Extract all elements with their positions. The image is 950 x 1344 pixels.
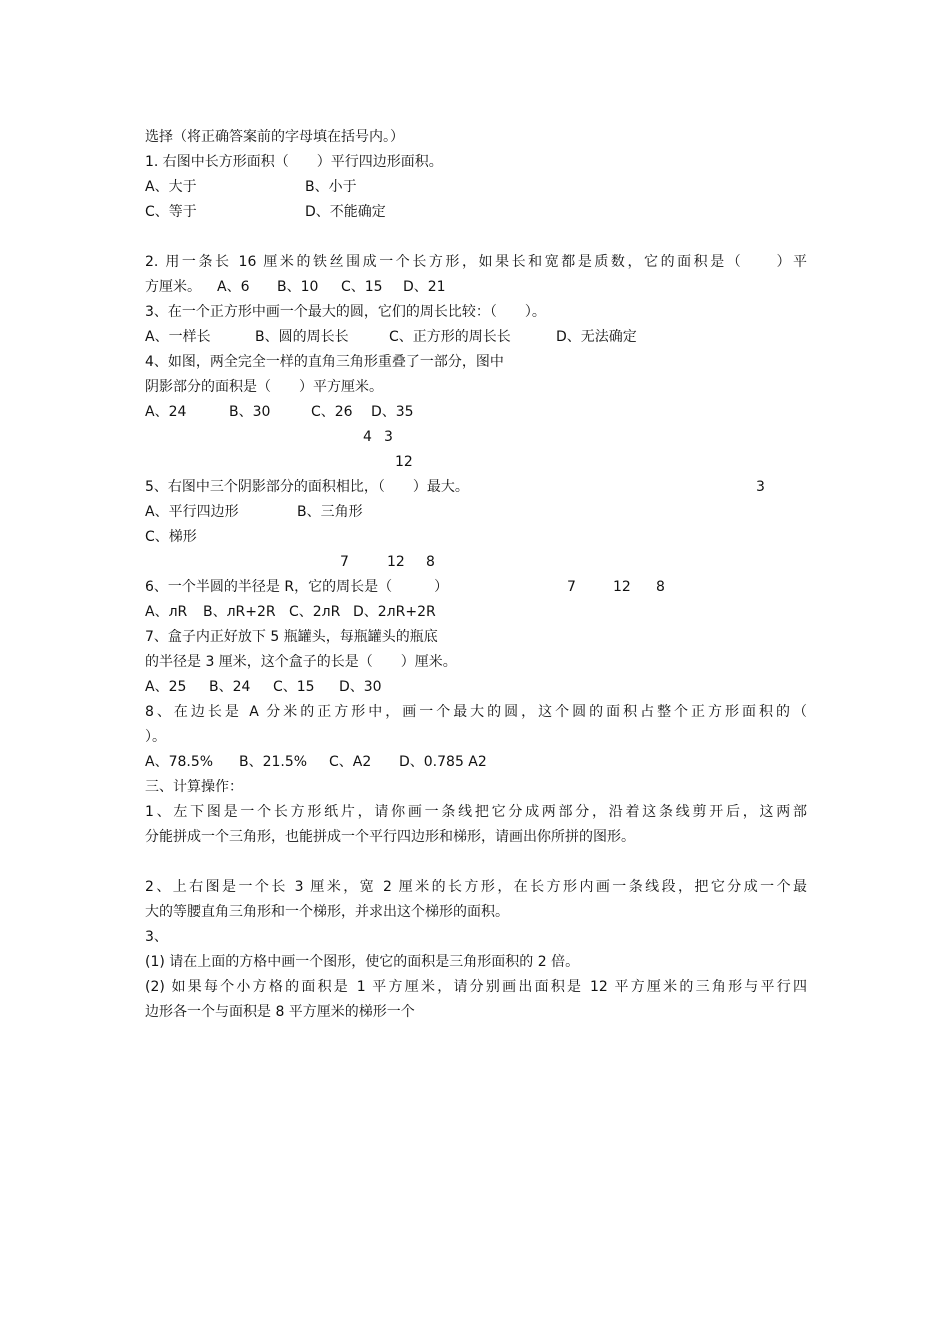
q4-options <box>145 402 414 422</box>
q2-option-c: C、15 <box>341 279 383 295</box>
section3-item3-label: 3、 <box>145 929 168 945</box>
q5-option-b: B、三角形 <box>297 504 363 520</box>
q6-option-b: B、лR+2R <box>203 604 276 620</box>
q4-stem-line1: 4、如图，两全完全一样的直角三角形重叠了一部分，图中 <box>145 354 504 370</box>
q7-option-b: B、24 <box>209 679 251 695</box>
section3-item3-sub2-line1: (2) 如果每个小方格的面积是 1 平方厘米，请分别画出面积是 12 平方厘米的三角形与平行四 <box>145 979 807 995</box>
q8-stem-line2: ）。 <box>145 729 166 745</box>
q3-stem: 3、在一个正方形中画一个最大的圆，它们的周长比较：（ ）。 <box>145 304 546 320</box>
q2-option-a: A、6 <box>217 279 250 295</box>
q1-option-c: C、等于 <box>145 204 197 220</box>
q4-option-a: A、24 <box>145 404 187 420</box>
q6-stem: 6、一个半圆的半径是 R，它的周长是（ ） <box>145 579 449 595</box>
q6-figure-label-7: 7 <box>567 579 576 595</box>
q8-options <box>145 752 487 772</box>
q5-option-c: C、梯形 <box>145 529 197 545</box>
q8-option-b: B、21.5% <box>239 754 308 770</box>
q4-figure-label-3: 3 <box>384 429 393 445</box>
q2-stem-line1: 2. 用一条长 16 厘米的铁丝围成一个长方形，如果长和宽都是质数，它的面积是（ ）平 <box>145 254 807 270</box>
q7-stem-line2: 的半径是 3 厘米，这个盒子的长是（ ）厘米。 <box>145 654 457 670</box>
q5-stem: 5、右图中三个阴影部分的面积相比，（ ）最大。 <box>145 479 469 495</box>
q8-option-c: C、A2 <box>329 754 372 770</box>
q7-options <box>145 677 382 697</box>
q5-options-row1 <box>145 502 363 522</box>
q4-option-d: D、35 <box>371 404 414 420</box>
q3-option-b: B、圆的周长长 <box>255 329 349 345</box>
q7-option-a: A、25 <box>145 679 187 695</box>
q7-stem-line1: 7、盒子内正好放下 5 瓶罐头，每瓶罐头的瓶底 <box>145 629 438 645</box>
q2-option-b: B、10 <box>277 279 319 295</box>
section3-item3-sub1: (1) 请在上面的方格中画一个图形，使它的面积是三角形面积的 2 倍。 <box>145 954 580 970</box>
q5-figure-label-12: 12 <box>387 554 405 570</box>
q7-option-c: C、15 <box>273 679 315 695</box>
q6-options <box>145 602 436 622</box>
section3-item2-line2: 大的等腰直角三角形和一个梯形，并求出这个梯形的面积。 <box>145 904 509 920</box>
q5-option-a: A、平行四边形 <box>145 504 239 520</box>
q6-option-a: A、лR <box>145 604 188 620</box>
q3-option-a: A、一样长 <box>145 329 211 345</box>
q1-option-a: A、大于 <box>145 179 197 195</box>
section-heading: 选择（将正确答案前的字母填在括号内。） <box>145 129 404 145</box>
q6-option-d: D、2лR+2R <box>353 604 436 620</box>
q6-figure-label-12: 12 <box>613 579 631 595</box>
section3-item1-line1: 1、左下图是一个长方形纸片，请你画一条线把它分成两部分，沿着这条线剪开后，这两部 <box>145 804 807 820</box>
section3-item2-line1: 2、上右图是一个长 3 厘米，宽 2 厘米的长方形，在长方形内画一条线段，把它分成一个最 <box>145 879 807 895</box>
q1-option-d: D、不能确定 <box>305 204 386 220</box>
q3-options <box>145 327 637 347</box>
q4-figure-label-12: 12 <box>395 454 413 470</box>
q2-stem-line2: 方厘米。 <box>145 279 201 295</box>
section3-item1-line2: 分能拼成一个三角形，也能拼成一个平行四边形和梯形，请画出你所拼的图形。 <box>145 829 635 845</box>
q5-figure-label-3: 3 <box>756 479 765 495</box>
q5-figure-label-8: 8 <box>426 554 435 570</box>
q4-option-b: B、30 <box>229 404 271 420</box>
q4-option-c: C、26 <box>311 404 353 420</box>
q2-option-d: D、21 <box>403 279 446 295</box>
q1-stem: 1. 右图中长方形面积（ ）平行四边形面积。 <box>145 154 443 170</box>
q6-figure-label-8: 8 <box>656 579 665 595</box>
q1-option-b: B、小于 <box>305 179 357 195</box>
q8-stem-line1: 8、在边长是 A 分米的正方形中，画一个最大的圆，这个圆的面积占整个正方形面积的（ <box>145 704 807 720</box>
q8-option-a: A、78.5% <box>145 754 214 770</box>
q2-line2 <box>145 277 446 297</box>
section3-item3-sub2-line2: 边形各一个与面积是 8 平方厘米的梯形一个 <box>145 1004 415 1020</box>
q7-option-d: D、30 <box>339 679 382 695</box>
q1-options-row2 <box>145 202 386 222</box>
section3-title: 三、计算操作： <box>145 779 243 795</box>
q1-options-row1 <box>145 177 357 197</box>
q5-figure-label-7: 7 <box>340 554 349 570</box>
q3-option-d: D、无法确定 <box>556 329 637 345</box>
q4-stem-line2: 阴影部分的面积是（ ）平方厘米。 <box>145 379 383 395</box>
q8-option-d: D、0.785 A2 <box>399 754 487 770</box>
q4-figure-label-4: 4 <box>363 429 372 445</box>
q3-option-c: C、正方形的周长长 <box>389 329 511 345</box>
q6-option-c: C、2лR <box>289 604 341 620</box>
